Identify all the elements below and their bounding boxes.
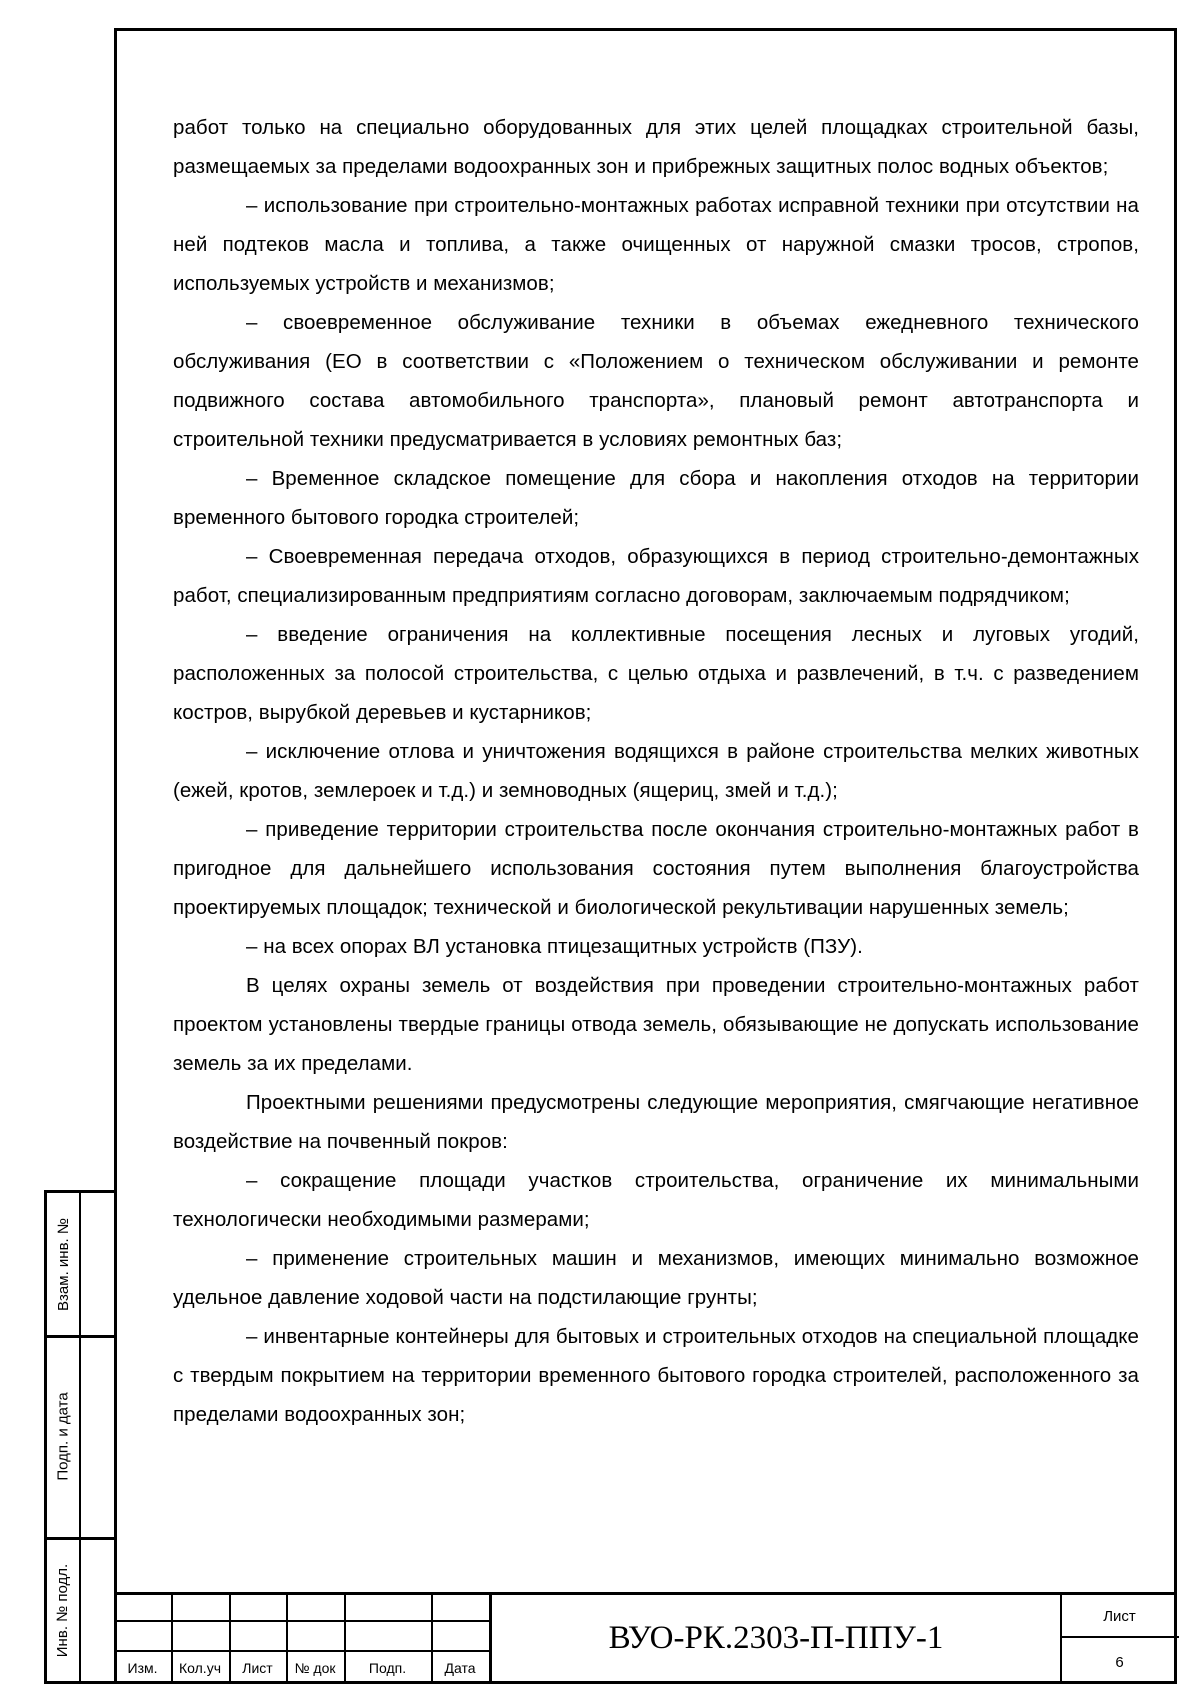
side-stamp-divider [79, 1193, 81, 1681]
side-stamp-label: Взам. инв. № [54, 1217, 72, 1311]
paragraph: – исключение отлова и уничтожения водящихся в районе строительства мелких животных (ежей, кротов, землероек и т.д.) и земноводных (ящериц, змей и т.д.); [173, 740, 1139, 802]
side-stamp-original-inv [47, 1537, 79, 1684]
sheet-number: 6 [1115, 1654, 1124, 1671]
side-stamp-label: Инв. № подл. [54, 1563, 72, 1658]
sheet-box [1060, 1592, 1177, 1684]
revision-grid [114, 1592, 492, 1684]
col-header-doc: № док [294, 1660, 336, 1676]
paragraph: – сокращение площади участков строительства, ограничение их минимальными технологически необходимыми размерами; [173, 1169, 1139, 1231]
paragraph: – своевременное обслуживание техники в объемах ежедневного технического обслуживания (ЕО в соответствии с «Положением о техническом обслуживании и ремонте подвижного состава автомобильного транспорта», плановый ремонт автотранспорта и строительной техники предусматривается в условиях ремонтных баз; [173, 311, 1139, 451]
title-block [114, 1592, 1177, 1684]
col-header-data: Дата [444, 1660, 476, 1676]
paragraph: – использование при строительно-монтажных работах исправной техники при отсутствии на ней подтеков масла и топлива, а также очищенных от наружной смазки тросов, стропов, используемых устройств и механизмов; [173, 194, 1139, 295]
paragraph: – инвентарные контейнеры для бытовых и строительных отходов на специальной площадке с твердым покрытием на территории временного бытового городка строителей, расположенного за пределами водоохранных зон; [173, 1325, 1139, 1426]
paragraph: – приведение территории строительства после окончания строительно-монтажных работ в пригодное для дальнейшего использования состояния путем выполнения благоустройства проектируемых площадок; технической и биологической рекультивации нарушенных земель; [173, 818, 1139, 919]
paragraph: В целях охраны земель от воздействия при проведении строительно-монтажных работ проектом установлены твердые границы отвода земель, обязывающие не допускать использование земель за их пределами. [173, 974, 1139, 1075]
paragraph: – Своевременная передача отходов, образующихся в период строительно-демонтажных работ, специализированным предприятиям согласно договорам, заключаемым подрядчиком; [173, 545, 1139, 607]
col-header-izm: Изм. [127, 1660, 158, 1676]
col-header-list: Лист [242, 1660, 273, 1676]
paragraph: – Временное складское помещение для сбора и накопления отходов на территории временного бытового городка строителей; [173, 467, 1139, 529]
paragraph: – на всех опорах ВЛ установка птицезащитных устройств (ПЗУ). [246, 935, 863, 958]
paragraph: – применение строительных машин и механизмов, имеющих минимально возможное удельное давление ходовой части на подстилающие грунты; [173, 1247, 1139, 1309]
paragraph: работ только на специально оборудованных для этих целей площадках строительной базы, размещаемых за пределами водоохранных зон и прибрежных защитных полос водных объектов; [173, 116, 1139, 178]
side-stamp-replace-inv [47, 1193, 79, 1335]
side-stamp-sign-date [47, 1335, 79, 1537]
paragraph: – введение ограничения на коллективные посещения лесных и луговых угодий, расположенных за полосой строительства, с целью отдыха и развлечений, в т.ч. с разведением костров, вырубкой деревьев и кустарников; [173, 623, 1139, 724]
document-body [173, 108, 1139, 1434]
sheet-label: Лист [1103, 1608, 1136, 1625]
document-code: ВУО-РК.2303-П-ППУ-1 [608, 1619, 944, 1656]
side-stamp [44, 1190, 114, 1684]
col-header-podp: Подп. [368, 1660, 407, 1676]
sheet-divider [1062, 1636, 1179, 1638]
paragraph: Проектными решениями предусмотрены следующие мероприятия, смягчающие негативное воздействие на почвенный покров: [173, 1091, 1139, 1153]
col-header-kol: Кол.уч [179, 1660, 221, 1676]
side-stamp-label: Подп. и дата [54, 1391, 72, 1481]
